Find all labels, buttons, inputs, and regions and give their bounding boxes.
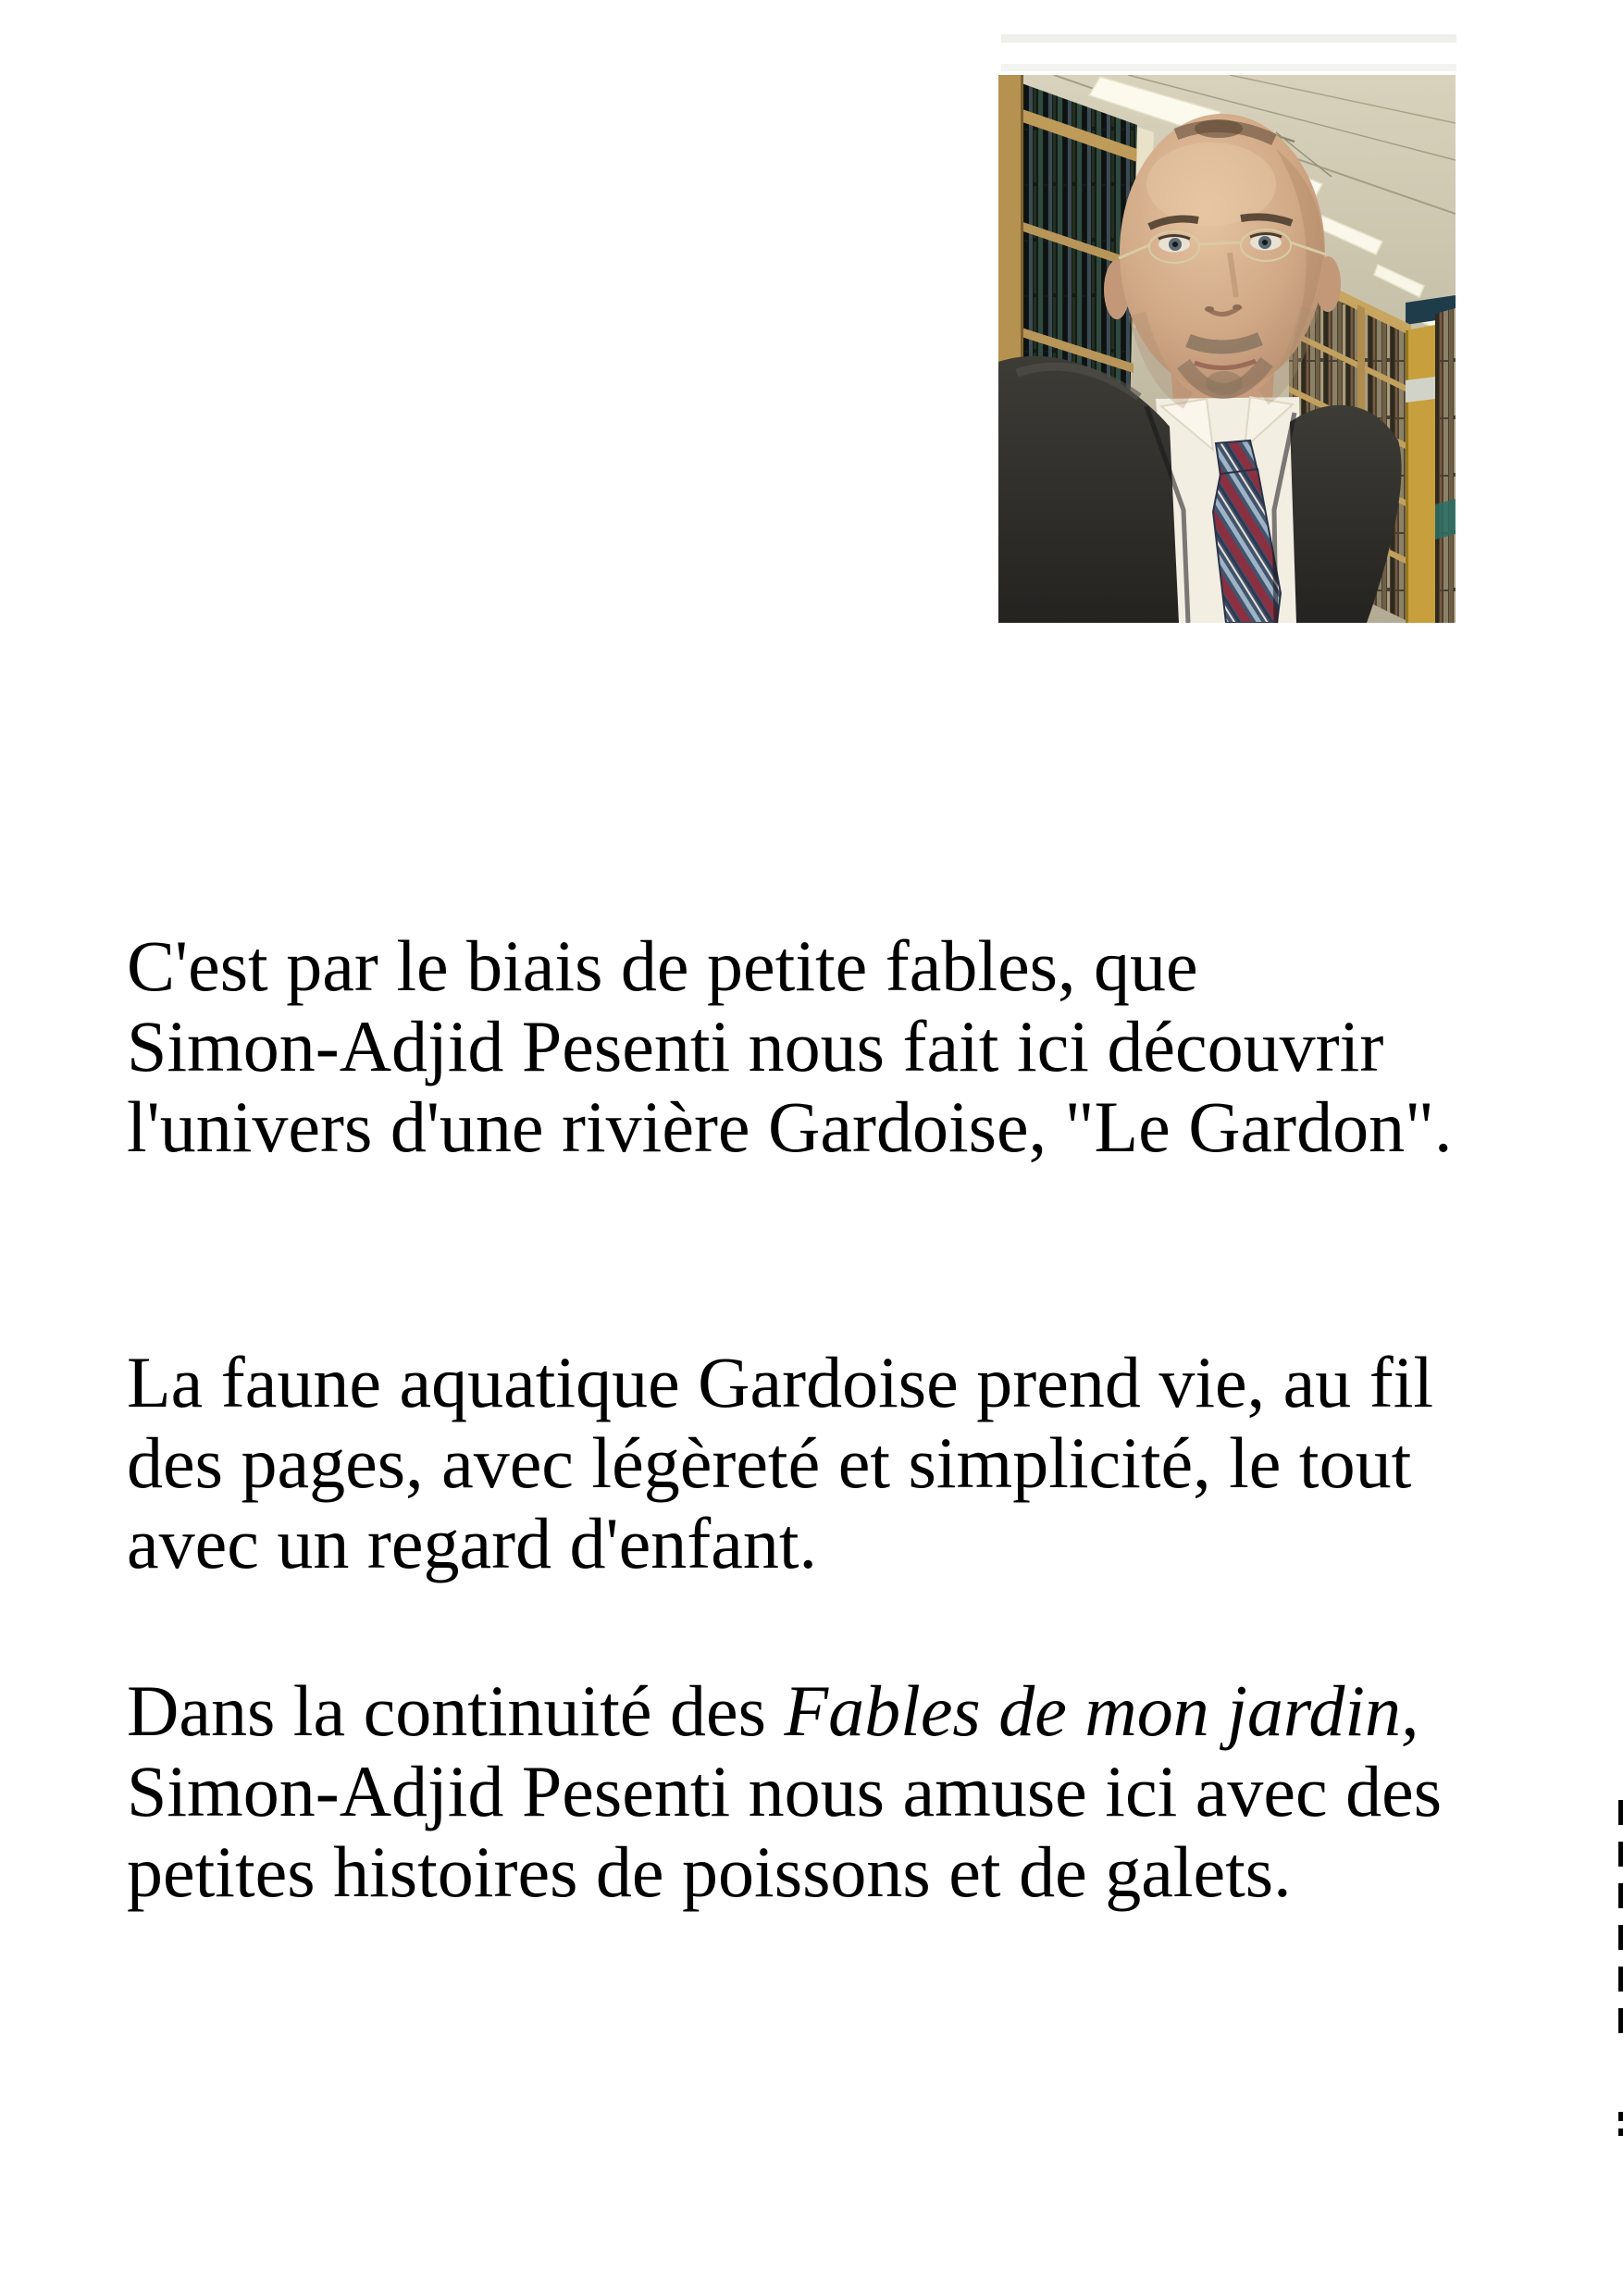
text-segment: Dans la continuité des <box>127 1670 785 1751</box>
text-segment: petites histoires de poissons et de galets. <box>127 1831 1292 1912</box>
text-segment: La faune aquatique Gardoise prend vie, au fil <box>127 1342 1434 1422</box>
text-segment: Simon-Adjid Pesenti nous amuse ici avec des <box>127 1751 1443 1831</box>
paragraph-3 <box>127 1670 1442 1912</box>
author-photo-art <box>998 75 1456 623</box>
scan-artifact-ghost-strip <box>1001 34 1456 43</box>
text-line <box>127 1422 1433 1503</box>
text-line <box>127 1670 1442 1751</box>
paragraph-2 <box>127 1342 1433 1583</box>
paragraph-1 <box>127 925 1453 1167</box>
text-segment: des pages, avec légèreté et simplicité, le tout <box>127 1422 1412 1503</box>
text-line <box>127 1006 1453 1086</box>
italic-book-title: Fables de mon jardin, <box>784 1670 1419 1751</box>
text-segment: avec un regard d'enfant. <box>127 1503 817 1583</box>
author-photo <box>998 75 1456 623</box>
text-line <box>127 1503 1433 1583</box>
text-segment: l'univers d'une rivière Gardoise, "Le Gardon". <box>127 1086 1453 1167</box>
text-line <box>127 1086 1453 1167</box>
page-edge-dashed-mark <box>1618 2112 1623 2136</box>
text-line <box>127 1831 1442 1912</box>
text-line <box>127 925 1453 1006</box>
text-line <box>127 1342 1433 1422</box>
page-edge-dashed-mark <box>1618 1800 1623 2048</box>
scan-artifact-ghost-strip <box>1001 64 1456 71</box>
text-line <box>127 1751 1442 1831</box>
text-segment: C'est par le biais de petite fables, que <box>127 925 1198 1006</box>
text-segment: Simon-Adjid Pesenti nous fait ici découvrir <box>127 1006 1384 1086</box>
